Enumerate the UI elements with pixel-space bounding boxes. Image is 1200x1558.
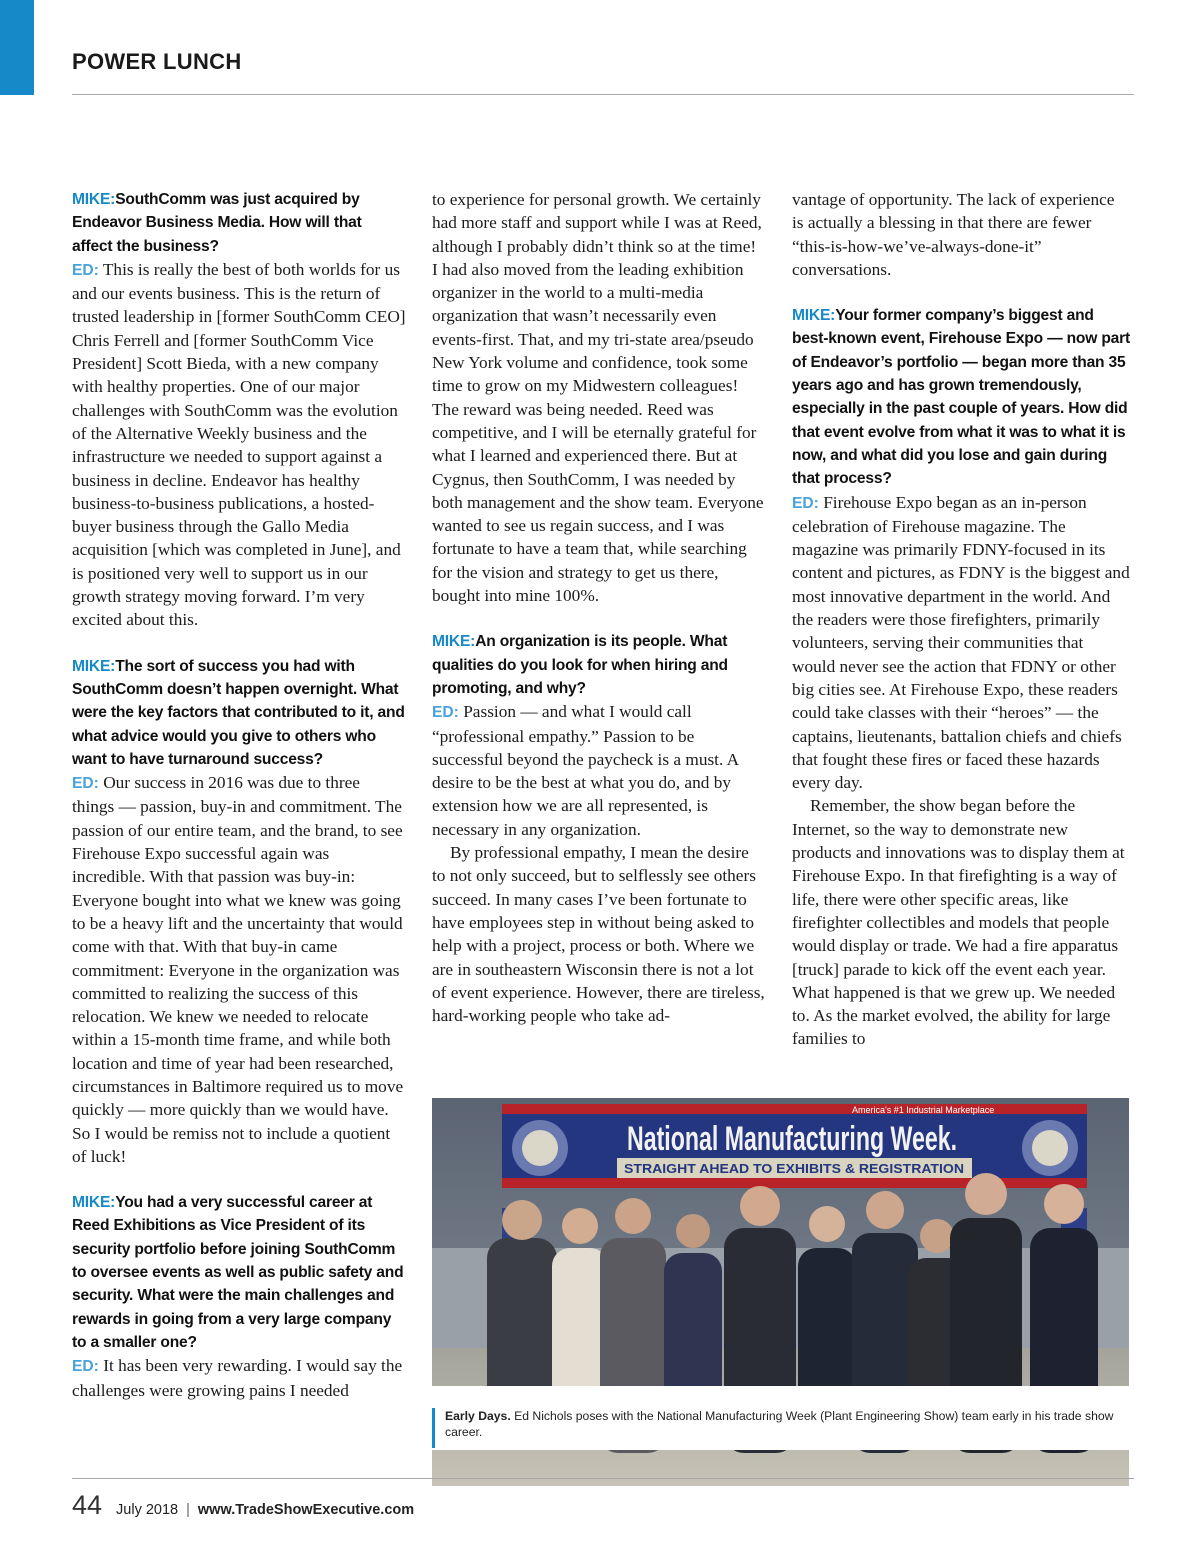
question-text: The sort of success you had with SouthComm doesn’t happen overnight. What were the key factors that contributed to it, and what advice would you give to others who want to have turnaround success? xyxy=(72,657,405,768)
answer-5 xyxy=(792,491,1130,795)
footer-separator: | xyxy=(186,1502,190,1518)
answer-2 xyxy=(72,771,406,1168)
footer-rule xyxy=(72,1478,1134,1479)
photo-caption-box xyxy=(432,1386,1129,1450)
speaker-label: ED: xyxy=(72,261,99,279)
speaker-label: ED: xyxy=(72,1358,99,1376)
speaker-label: ED: xyxy=(72,775,99,793)
answer-5-paragraph-2: Remember, the show began before the Internet, so the way to demonstrate new products and innovations was to display them at Firehouse Expo. In that firefighting is a way of life, there were other specific areas, like firefighter collectibles and models that people would display or trade. We had a fire apparatus [truck] parade to kick off the event each year. What happened is that we grew up. We needed to. As the market evolved, the ability for large families to xyxy=(792,796,1125,1049)
page-number: 44 xyxy=(72,1490,103,1520)
section-title: POWER LUNCH xyxy=(72,49,242,74)
banner-subtitle: STRAIGHT AHEAD TO EXHIBITS & REGISTRATION xyxy=(624,1161,964,1176)
question-text: An organization is its people. What qualities do you look for when hiring and promoting, and why? xyxy=(432,633,728,697)
photo-caption xyxy=(445,1408,1121,1440)
question-4 xyxy=(432,630,766,700)
header-rule xyxy=(72,94,1134,95)
question-2 xyxy=(72,655,406,771)
question-5 xyxy=(792,304,1130,490)
section-color-tab xyxy=(0,0,34,95)
speaker-label: MIKE: xyxy=(792,307,836,325)
caption-accent-bar xyxy=(432,1408,435,1448)
speaker-label: MIKE: xyxy=(72,191,116,208)
speaker-label: ED: xyxy=(792,494,819,512)
answer-1 xyxy=(72,258,406,632)
answer-text: This is really the best of both worlds for us and our events business. This is the return of trusted leadership in [former SouthComm CEO] Chris Ferrell and [former SouthComm Vice President] Scott Bieda, with a new company with healthy properties. One of our major challenges with SouthComm was the evolution of the Alternative Weekly business and the infrastructure we needed to support against a business in decline. Endeavor has healthy business-to-business publications, a hosted-buyer business through the Gallo Media acquisition [which was completed in June], and is positioned very well to support us in our growth strategy moving forward. I’m very excited about this. xyxy=(72,259,406,630)
speaker-label: MIKE: xyxy=(432,633,476,651)
answer-4-paragraph-2: By professional empathy, I mean the desire to not only succeed, but to selflessly see others succeed. In many cases I’ve been fortunate to have employees step in without being asked to help with a project, process or both. Where we are in southeastern Wisconsin there is not a lot of event experience. However, there are tireless, hard-working people who take ad- xyxy=(432,843,765,1026)
answer-text: It has been very rewarding. I would say the challenges were growing pains I needed xyxy=(72,1356,403,1400)
answer-4-continued: vantage of opportunity. The lack of experience is actually a blessing in that there are fewer “this-is-how-we’ve-always-done-it” conversations. xyxy=(792,190,1115,279)
page-footer xyxy=(72,1490,414,1521)
speaker-label: MIKE: xyxy=(72,1194,116,1212)
question-1 xyxy=(72,188,406,258)
speaker-label: ED: xyxy=(432,704,459,722)
question-text: Your former company’s biggest and best-known event, Firehouse Expo — now part of Endeavor’s portfolio — began more than 35 years ago and has grown tremendously, especially in the past couple of years. How did that event evolve from what it was to what it is now, and what did you lose and gain during that process? xyxy=(792,307,1130,488)
answer-4 xyxy=(432,700,766,841)
answer-text: Our success in 2016 was due to three things — passion, buy-in and commitment. The passion of our entire team, and the brand, to see Firehouse Expo successful again was incredible. With that passion was buy-in: Everyone bought into what we knew was going to be a heavy lift and the uncertainty that would come with that. With that buy-in came commitment: Everyone in the organization was committed to realizing the success of this relocation. We knew we needed to relocate within a 15-month time frame, and while both location and time of year had been researched, circumstances in Baltimore required us to move quickly — more quickly than we would have. So I would be remiss not to include a quotient of luck! xyxy=(72,773,404,1166)
speaker-label: MIKE: xyxy=(72,657,116,675)
answer-3 xyxy=(72,1354,406,1402)
question-3 xyxy=(72,1191,406,1354)
answer-text: Passion — and what I would call “professional empathy.” Passion to be successful beyond the paycheck is a must. A desire to be the best at what you do, and by extension how we are all represented, is necessary in any organization. xyxy=(432,702,739,839)
answer-3-continued: to experience for personal growth. We certainly had more staff and support while I was at Reed, although I probably didn’t think so at the time! I had also moved from the leading exhibition organizer in the world to a multi-media organization that wasn’t necessarily even events-first. That, and my tri-state area/pseudo New York volume and confidence, took some time to grow on my Midwestern colleagues! The reward was being needed. Reed was competitive, and I will be eternally grateful for what I learned and experienced there. But at Cygnus, then SouthComm, I was needed by both management and the show team. Everyone wanted to see us regain success, and I was fortunate to have a team that, while searching for the vision and strategy to get us there, bought into mine 100%. xyxy=(432,190,764,606)
issue-date: July 2018 xyxy=(116,1502,179,1518)
caption-text: Ed Nichols poses with the National Manufacturing Week (Plant Engineering Show) team early in his trade show career. xyxy=(445,1409,1114,1439)
question-text: SouthComm was just acquired by Endeavor Business Media. How will that affect the business? xyxy=(72,191,362,255)
question-text: You had a very successful career at Reed Exhibitions as Vice President of its security portfolio before joining SouthComm to oversee events as well as public safety and security. What were the main challenges and rewards in going from a very large company to a smaller one? xyxy=(72,1194,404,1351)
answer-text: Firehouse Expo began as an in-person celebration of Firehouse magazine. The magazine was primarily FDNY-focused in its content and pictures, as FDNY is the biggest and most innovative department in the world. And the readers were those firefighters, primarily volunteers, serving their communities that would never see the action that FDNY or other big cities see. At Firehouse Expo, these readers could take classes with their “heroes” — the captains, lieutenants, battalion chiefs and chiefs that fought these fires or faced these hazards every day. xyxy=(792,492,1130,793)
column-2 xyxy=(432,188,766,1027)
website-link[interactable]: www.TradeShowExecutive.com xyxy=(197,1502,415,1518)
caption-lead: Early Days. xyxy=(445,1409,511,1423)
banner-title: National Manufacturing Week. xyxy=(627,1120,957,1158)
column-1 xyxy=(72,188,406,1402)
banner-tagline: America's #1 Industrial Marketplace xyxy=(852,1105,995,1115)
column-3 xyxy=(792,188,1130,1051)
